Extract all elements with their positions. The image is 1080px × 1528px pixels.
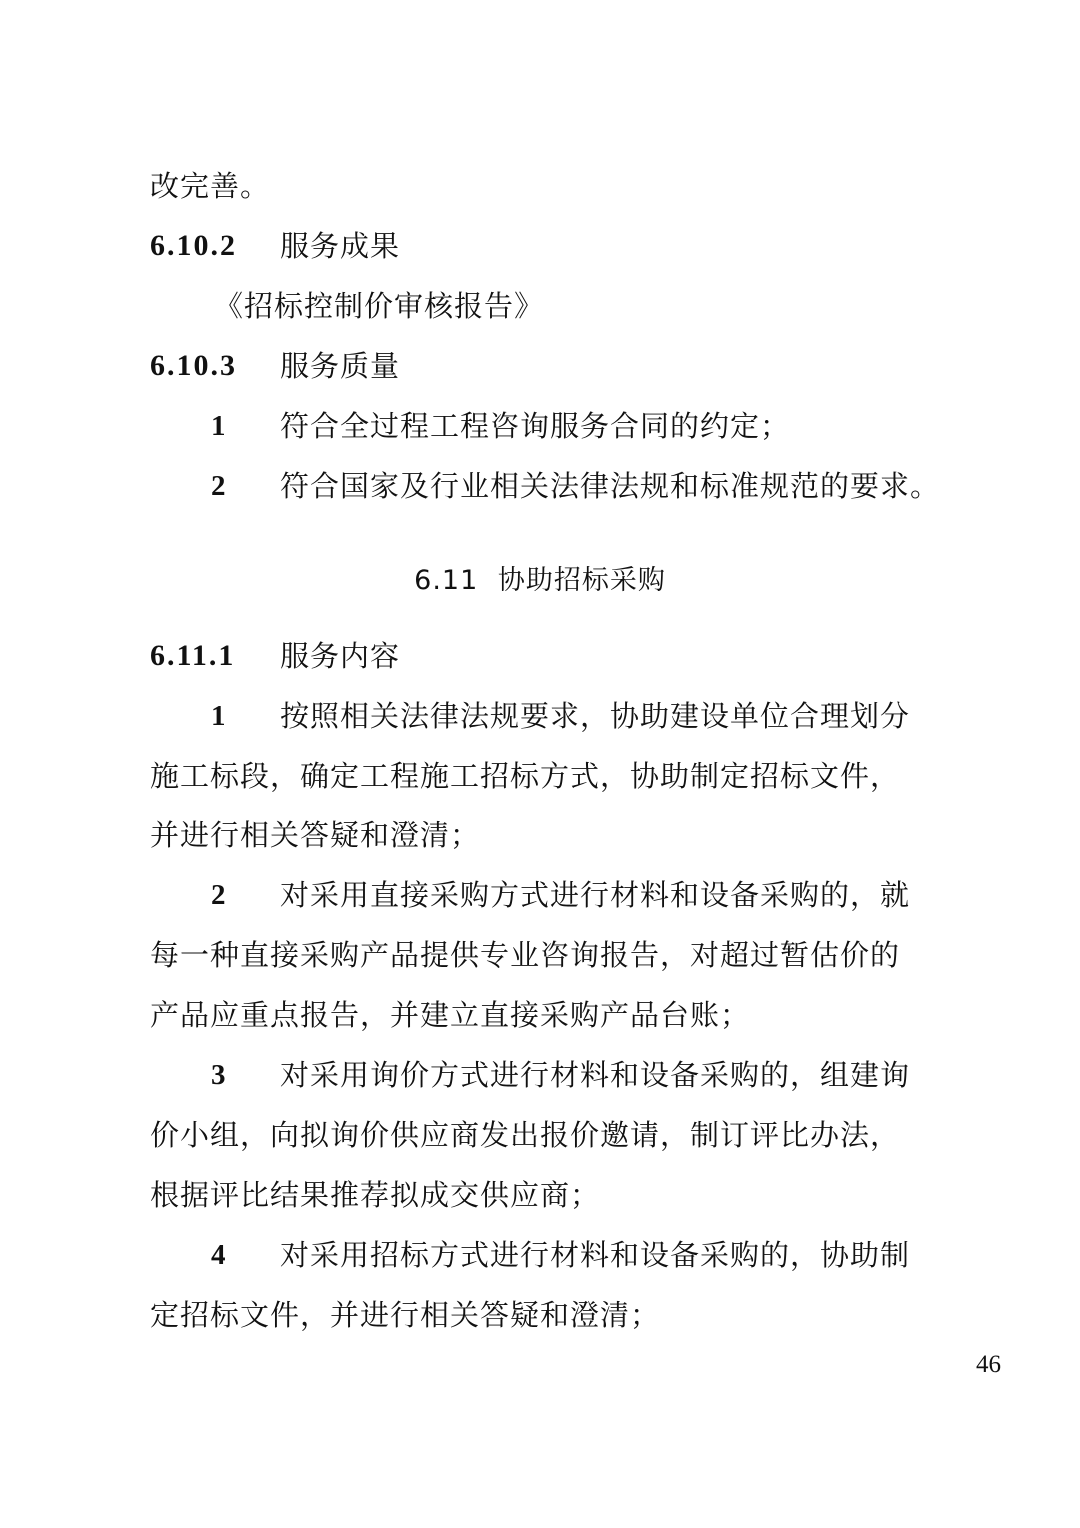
content-item-line: 对采用询价方式进行材料和设备采购的，组建询 [280,1058,911,1092]
section-6-10-2-title: 服务成果 [280,229,401,263]
chapter-number: 6.11 [414,565,479,596]
continuation-text: 改完善。 [150,169,271,203]
content-item-number: 1 [211,700,227,732]
page-number: 46 [976,1351,1001,1378]
content-item-line: 根据评比结果推荐拟成交供应商； [150,1178,601,1212]
section-6-10-2-number: 6.10.2 [150,229,237,262]
chapter-heading [0,561,1080,601]
content-item-line: 按照相关法律法规要求，协助建设单位合理划分 [280,699,911,733]
content-item-line: 对采用招标方式进行材料和设备采购的，协助制 [280,1238,911,1272]
content-item-line: 价小组，向拟询价供应商发出报价邀请，制订评比办法， [150,1118,901,1152]
content-item-line: 产品应重点报告，并建立直接采购产品台账； [150,998,751,1032]
chapter-title: 协助招标采购 [497,565,666,596]
quality-item-number: 2 [211,470,227,502]
section-6-10-2-body: 《招标控制价审核报告》 [214,289,545,323]
content-item-number: 2 [211,879,227,911]
content-item-line: 施工标段，确定工程施工招标方式，协助制定招标文件， [150,759,901,793]
quality-item-number: 1 [211,410,227,442]
section-6-11-1-number: 6.11.1 [150,639,236,672]
content-item-number: 4 [211,1239,227,1271]
content-item-line: 定招标文件，并进行相关答疑和澄清； [150,1298,661,1332]
content-item-line: 每一种直接采购产品提供专业咨询报告，对超过暂估价的 [150,938,901,972]
quality-item-text: 符合国家及行业相关法律法规和标准规范的要求。 [280,469,941,503]
section-6-10-3-title: 服务质量 [280,349,401,383]
content-item-line: 并进行相关答疑和澄清； [150,818,481,852]
content-item-line: 对采用直接采购方式进行材料和设备采购的，就 [280,878,911,912]
section-6-10-3-number: 6.10.3 [150,349,237,382]
section-6-11-1-title: 服务内容 [280,639,401,673]
content-item-number: 3 [211,1059,227,1091]
quality-item-text: 符合全过程工程咨询服务合同的约定； [280,409,791,443]
